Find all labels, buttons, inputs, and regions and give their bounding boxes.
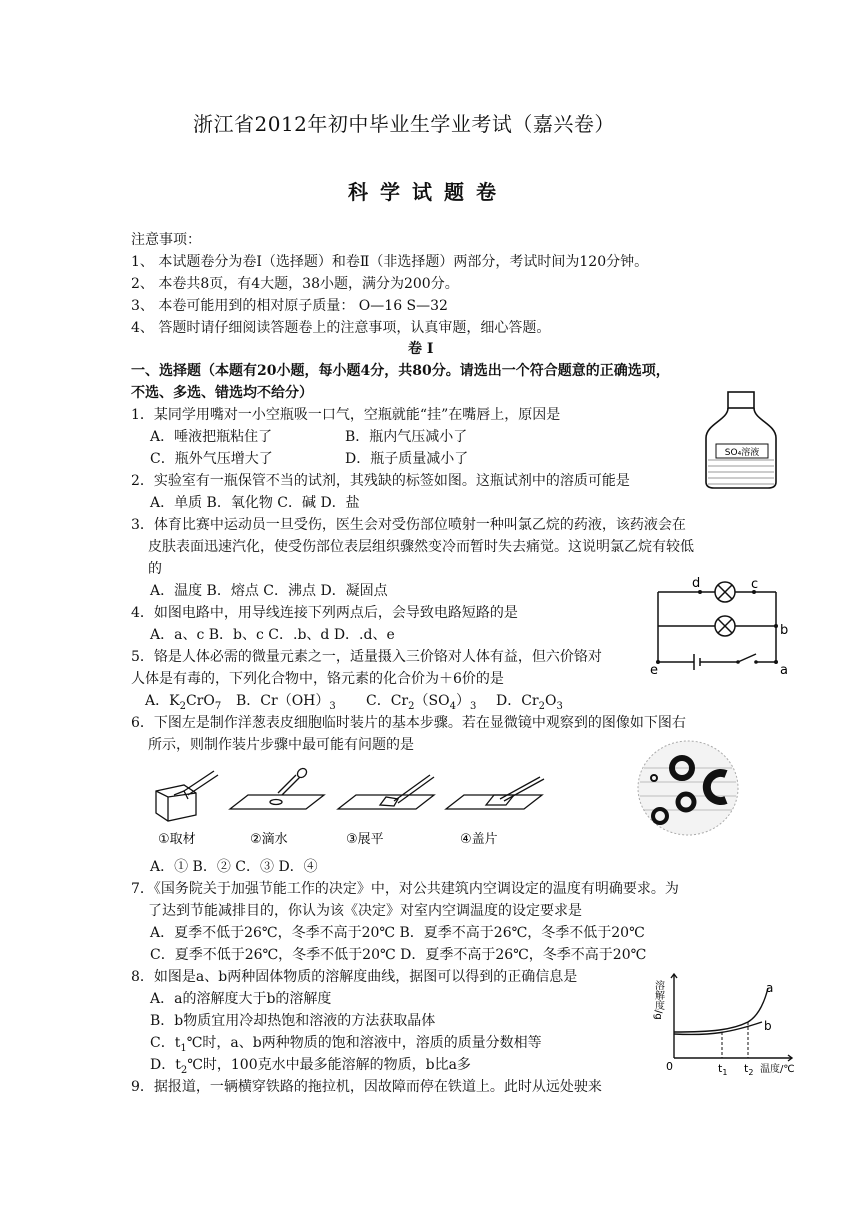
circuit-point-label: a [780, 663, 788, 678]
section-heading: 一、选择题（本题有20小题，每小题4分，共80分。请选出一个符合题意的正确选项， [131, 363, 670, 379]
q3-stem: 3．体育比赛中运动员一旦受伤，医生会对受伤部位喷射一种叫氯乙烷的药液，该药液会在 [131, 517, 686, 533]
q5-option-d: D．$Cr_2O_3$ [496, 693, 563, 712]
q5-stem: 人体是有毒的，下列化合物中，铬元素的化合价为＋6价的是 [131, 671, 504, 687]
circuit-diagram-figure [650, 574, 800, 680]
q9-stem: 9．据报道，一辆横穿铁路的拖拉机，因故障而停在铁道上。此时从远处驶来 [131, 1079, 602, 1095]
section-label: 卷 Ⅰ [408, 341, 434, 357]
note-item: 3、 本卷可能用到的相对原子质量： O—16 S—32 [131, 298, 448, 314]
q1-option-c: C．瓶外气压增大了 [150, 451, 273, 467]
q8-option-a: A．a的溶解度大于b的溶解度 [150, 991, 332, 1007]
q7-stem: 7．《国务院关于加强节能工作的决定》中，对公共建筑内空调设定的温度有明确要求。为 [131, 881, 679, 897]
step-label: ③展平 [346, 832, 384, 847]
graph-t2-label: $t_2$ [744, 1062, 754, 1076]
graph-x-label: 温度/℃ [760, 1064, 795, 1075]
graph-origin: 0 [666, 1060, 673, 1073]
q3-stem: 皮肤表面迅速汽化，使受伤部位表层组织骤然变冷而暂时失去痛觉。这说明氯乙烷有较低 [148, 539, 694, 555]
curve-a-label: a [766, 981, 774, 995]
q7-options-cd: C．夏季不低于26℃，冬季不低于20℃ D．夏季不高于26℃，冬季不高于20℃ [150, 947, 647, 963]
q8-option-c: C．$t_1℃$时，a、b两种物质的饱和溶液中，溶质的质量分数相等 [150, 1035, 542, 1054]
q5-option-c: C．$Cr_2(SO_4)_3$ [366, 693, 477, 712]
q2-stem: 2．实验室有一瓶保管不当的试剂，其残缺的标签如图。这瓶试剂中的溶质可能是 [131, 473, 630, 489]
q1-option-b: B．瓶内气压减小了 [345, 429, 468, 445]
note-item: 1、 本试题卷分为卷Ⅰ（选择题）和卷Ⅱ（非选择题）两部分，考试时间为120分钟。 [131, 254, 649, 270]
q5-option-b: B．$Cr(OH)_3$ [236, 693, 336, 712]
note-item: 4、 答题时请仔细阅读答题卷上的注意事项，认真审题，细心答题。 [131, 320, 551, 336]
circuit-point-label: e [650, 663, 658, 678]
solubility-curve-figure [652, 968, 802, 1076]
q1-stem: 1．某同学用嘴对一小空瓶吸一口气，空瓶就能“挂”在嘴唇上，原因是 [131, 407, 561, 423]
q8-option-d: D．$t_2℃$时，100克水中最多能溶解的物质，b比a多 [150, 1057, 471, 1076]
q6-options: A．① B．② C．③ D．④ [150, 859, 318, 875]
microscope-view-figure [636, 738, 740, 838]
step-label: ②滴水 [250, 832, 288, 847]
q4-options: A．a、c B．b、c C．.b、d D．.d、e [150, 627, 395, 643]
q1-option-d: D．瓶子质量减小了 [345, 451, 469, 467]
q3-options: A．温度 B．熔点 C．沸点 D．凝固点 [150, 583, 388, 599]
exam-subtitle: 科学试题卷 [348, 180, 508, 204]
q7-stem: 了达到节能减排目的，你认为该《决定》对室内空调温度的设定要求是 [148, 903, 582, 919]
q8-option-b: B．b物质宜用冷却热饱和溶液的方法获取晶体 [150, 1013, 436, 1029]
circuit-point-label: d [692, 576, 701, 591]
q7-options-ab: A．夏季不低于26℃，冬季不高于20℃ B．夏季不高于26℃，冬季不低于20℃ [150, 925, 645, 941]
step-label: ④盖片 [460, 832, 498, 847]
circuit-point-label: b [780, 623, 789, 638]
q5-stem: 5．铬是人体必需的微量元素之一，适量摄入三价铬对人体有益，但六价铬对 [131, 649, 602, 665]
reagent-bottle-figure [702, 390, 780, 492]
circuit-point-label: c [751, 577, 759, 592]
graph-y-label: 溶解度/g [652, 980, 664, 1020]
slide-preparation-steps-figure [148, 765, 568, 855]
bottle-label-text: SO₄溶液 [724, 448, 760, 458]
q5-option-a: A．$K_2CrO_7$ [145, 693, 222, 712]
q6-stem: 6．下图左是制作洋葱表皮细胞临时装片的基本步骤。若在显微镜中观察到的图像如下图右 [131, 715, 686, 731]
q3-stem: 的 [148, 561, 162, 577]
graph-t1-label: $t_1$ [718, 1062, 728, 1076]
exam-title: 浙江省2012年初中毕业生学业考试（嘉兴卷） [193, 112, 615, 136]
q1-option-a: A．唾液把瓶粘住了 [150, 429, 273, 445]
section-heading: 不选、多选、错选均不给分） [131, 385, 313, 401]
step-label: ①取材 [158, 832, 196, 847]
curve-b-label: b [764, 1019, 772, 1033]
q2-options: A．单质 B．氧化物 C．碱 D．盐 [150, 495, 360, 511]
q4-stem: 4．如图电路中，用导线连接下列两点后，会导致电路短路的是 [131, 605, 518, 621]
notes-heading: 注意事项： [131, 232, 201, 248]
note-item: 2、 本卷共8页，有4大题，38小题，满分为200分。 [131, 276, 459, 292]
q8-stem: 8．如图是a、b两种固体物质的溶解度曲线，据图可以得到的正确信息是 [131, 969, 578, 985]
q6-stem: 所示，则制作装片步骤中最可能有问题的是 [148, 737, 414, 753]
